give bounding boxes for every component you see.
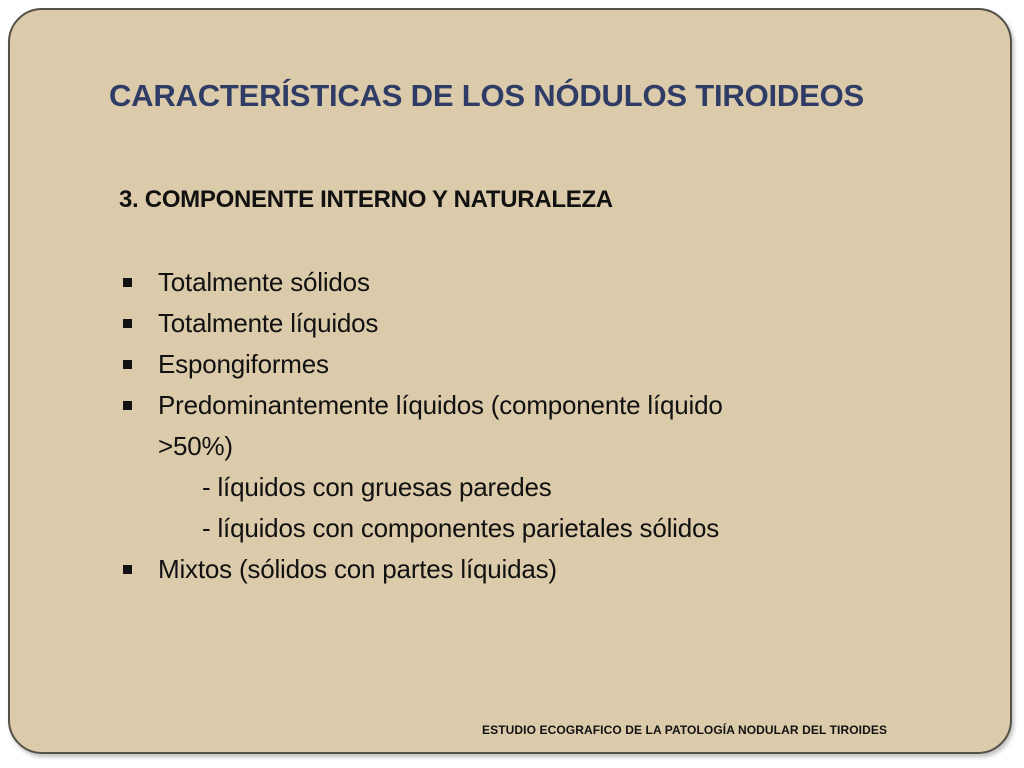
section-heading: 3. COMPONENTE INTERNO Y NATURALEZA: [119, 186, 613, 213]
square-bullet-icon: [123, 278, 132, 287]
list-item-spongiform: [119, 344, 879, 385]
slide-title: CARACTERÍSTICAS DE LOS NÓDULOS TIROIDEOS: [109, 78, 864, 113]
square-bullet-icon: [123, 565, 132, 574]
list-item-predominantly-liquid: [119, 385, 879, 549]
slide-footer: ESTUDIO ECOGRAFICO DE LA PATOLOGÍA NODULAR DEL TIROIDES: [482, 723, 888, 737]
list-item-text: Mixtos (sólidos con partes líquidas): [158, 554, 557, 584]
sub-item-thick-walls: - líquidos con gruesas paredes: [202, 472, 552, 502]
list-item-text-continuation: >50%): [158, 431, 233, 461]
list-item-text: Predominantemente líquidos (componente líquido: [158, 390, 723, 420]
square-bullet-icon: [123, 401, 132, 410]
square-bullet-icon: [123, 360, 132, 369]
square-bullet-icon: [123, 319, 132, 328]
list-item-mixed: [119, 549, 879, 590]
list-item-text: Espongiformes: [158, 349, 329, 379]
list-item-text: Totalmente sólidos: [158, 267, 370, 297]
bullet-list: [119, 262, 879, 590]
list-item-totally-liquid: [119, 303, 879, 344]
sub-item-solid-parietal-components: - líquidos con componentes parietales sólidos: [202, 513, 720, 543]
list-item-totally-solid: [119, 262, 879, 303]
list-item-text: Totalmente líquidos: [158, 308, 379, 338]
